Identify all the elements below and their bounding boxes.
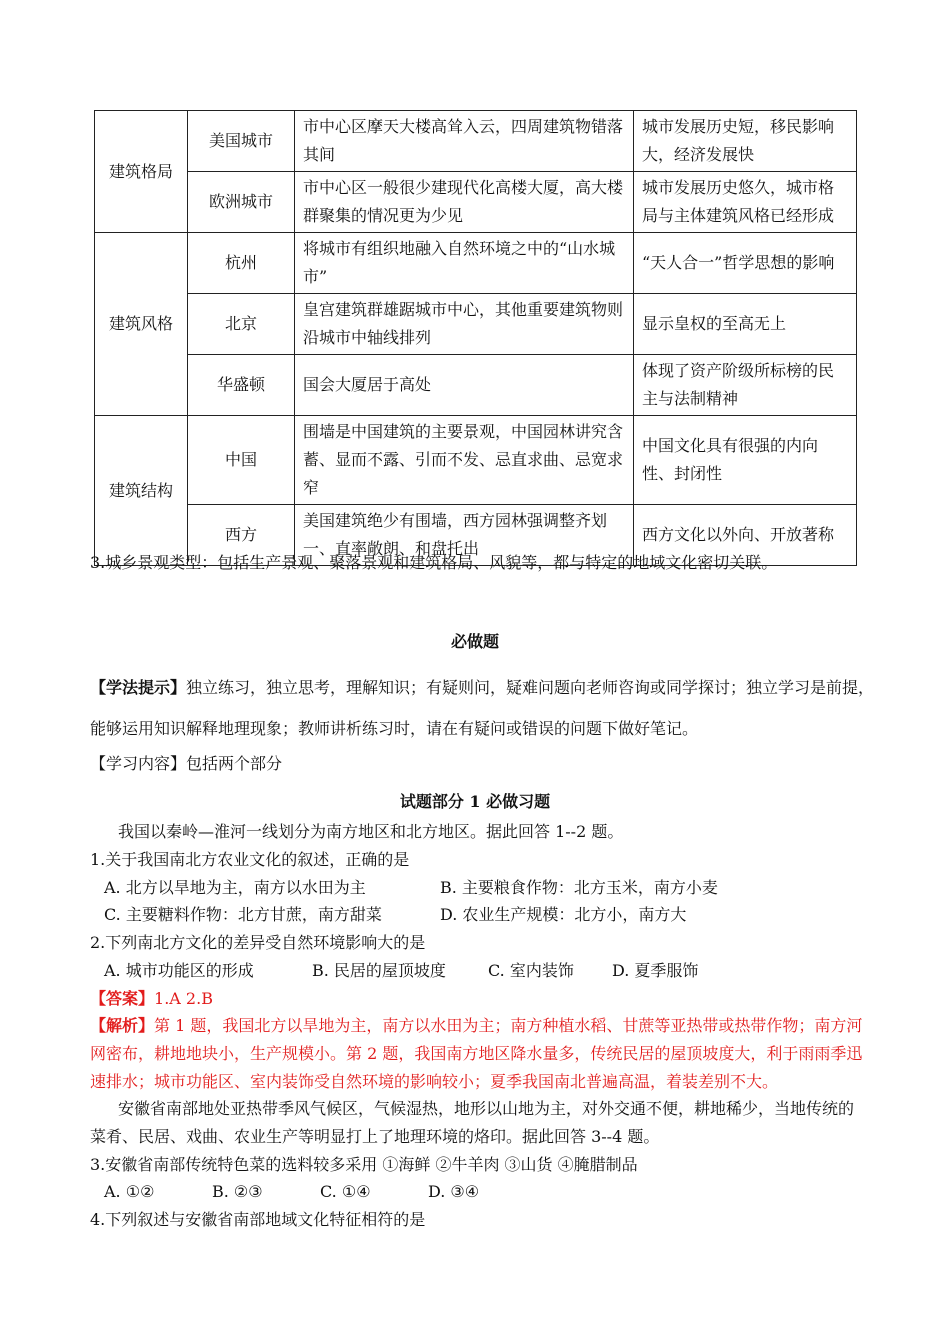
desc-cell: 皇宫建筑群雄踞城市中心，其他重要建筑物则沿城市中轴线排列	[295, 294, 634, 355]
note-3: 3.城乡景观类型：包括生产景观、聚落景观和建筑格局、风貌等，都与特定的地域文化密切关联。	[90, 553, 778, 572]
q3-option-b: B. ②③	[212, 1182, 263, 1201]
category-cell: 建筑格局	[95, 111, 188, 233]
study-tip-line-2: 能够运用知识解释地理现象；教师讲析练习时，请在有疑问或错误的问题下做好笔记。	[90, 719, 699, 738]
q2-option-b: B. 民居的屋顶坡度	[312, 961, 446, 980]
answer-text: 1.A 2.B	[154, 989, 213, 1008]
desc-cell: 将城市有组织地融入自然环境之中的“山水城市”	[295, 233, 634, 294]
analysis-block	[90, 1012, 870, 1096]
reason-cell: 显示皇权的至高无上	[634, 294, 857, 355]
intro-2-line-2: 菜肴、民居、戏曲、农业生产等明显打上了地理环境的烙印。据此回答 3--4 题。	[90, 1127, 660, 1146]
q3-option-c: C. ①④	[320, 1182, 371, 1201]
part-title: 试题部分 1 必做习题	[399, 792, 551, 811]
content-label: 【学习内容】	[90, 754, 187, 773]
q3-options-row	[104, 1180, 479, 1204]
answer-label: 【答案】	[90, 989, 155, 1008]
q3-option-d: D. ③④	[428, 1182, 480, 1201]
item-cell: 中国	[188, 416, 295, 505]
intro-2-line-1: 安徽省南部地处亚热带季风气候区，气候湿热，地形以山地为主，对外交通不便，耕地稀少，当地传统的	[118, 1099, 855, 1118]
reason-cell: 中国文化具有很强的内向性、封闭性	[634, 416, 857, 505]
table-row	[95, 294, 857, 355]
analysis-label: 【解析】	[90, 1016, 155, 1035]
study-tip-label: 【学法提示】	[90, 678, 187, 697]
desc-cell: 美国建筑绝少有围墙，西方园林强调整齐划一、直率敞朗、和盘托出	[295, 505, 634, 566]
q1-options-row-1	[104, 876, 718, 900]
table-row	[95, 111, 857, 172]
question-1: 1.关于我国南北方农业文化的叙述，正确的是	[90, 850, 410, 869]
comparison-table	[94, 110, 857, 566]
reason-cell: 城市发展历史短，移民影响大，经济发展快	[634, 111, 857, 172]
reason-cell: 城市发展历史悠久，城市格局与主体建筑风格已经形成	[634, 172, 857, 233]
category-cell: 建筑结构	[95, 416, 188, 566]
table-row	[95, 233, 857, 294]
section-title: 必做题	[450, 632, 499, 651]
item-cell: 北京	[188, 294, 295, 355]
q1-option-a: A. 北方以旱地为主，南方以水田为主	[104, 878, 366, 897]
desc-cell: 围墙是中国建筑的主要景观，中国园林讲究含蓄、显而不露、引而不发、忌直求曲、忌宽求窄	[295, 416, 634, 505]
q2-option-d: D. 夏季服饰	[612, 961, 699, 980]
reason-cell: 体现了资产阶级所标榜的民主与法制精神	[634, 355, 857, 416]
item-cell: 杭州	[188, 233, 295, 294]
answer-line	[90, 987, 213, 1011]
study-content-line	[90, 752, 282, 776]
desc-cell: 市中心区一般很少建现代化高楼大厦，高大楼群聚集的情况更为少见	[295, 172, 634, 233]
desc-cell: 国会大厦居于高处	[295, 355, 634, 416]
study-tip-line-1	[90, 676, 874, 700]
item-cell: 美国城市	[188, 111, 295, 172]
reason-cell: 西方文化以外向、开放著称	[634, 505, 857, 566]
reason-cell: “天人合一”哲学思想的影响	[634, 233, 857, 294]
q1-option-c: C. 主要糖料作物：北方甘蔗，南方甜菜	[104, 905, 382, 924]
table-row	[95, 416, 857, 505]
intro-1: 我国以秦岭—淮河一线划分为南方地区和北方地区。据此回答 1--2 题。	[118, 822, 624, 841]
table-row	[95, 172, 857, 233]
q1-option-d: D. 农业生产规模：北方小，南方大	[440, 905, 687, 924]
desc-cell: 市中心区摩天大楼高耸入云，四周建筑物错落其间	[295, 111, 634, 172]
question-3: 3.安徽省南部传统特色菜的选料较多采用 ①海鲜 ②牛羊肉 ③山货 ④腌腊制品	[90, 1155, 638, 1174]
table-row	[95, 355, 857, 416]
item-cell: 华盛顿	[188, 355, 295, 416]
question-4: 4.下列叙述与安徽省南部地域文化特征相符的是	[90, 1210, 426, 1229]
item-cell: 西方	[188, 505, 295, 566]
item-cell: 欧洲城市	[188, 172, 295, 233]
q1-option-b: B. 主要粮食作物：北方玉米，南方小麦	[440, 878, 718, 897]
q2-option-a: A. 城市功能区的形成	[104, 961, 254, 980]
q1-options-row-2	[104, 903, 686, 927]
content-text: 包括两个部分	[186, 754, 283, 773]
question-2: 2.下列南北方文化的差异受自然环境影响大的是	[90, 933, 426, 952]
study-tip-text-1: 独立练习，独立思考，理解知识；有疑则问，疑难问题向老师咨询或同学探讨；独立学习是前提，	[186, 678, 875, 697]
q2-option-c: C. 室内装饰	[488, 961, 574, 980]
analysis-text: 第 1 题，我国北方以旱地为主，南方以水田为主；南方种植水稻、甘蔗等亚热带或热带作物；南方河网密布，耕地地块小，生产规模小。第 2 题，我国南方地区降水量多，传统民居的屋顶坡度大，利于雨雨季迅速排水；城市功能区、室内装饰受自然环境的影响较小；夏季我国南北普遍高温，着装差别不大。	[90, 1016, 863, 1091]
category-cell: 建筑风格	[95, 233, 188, 416]
q2-options-row	[104, 959, 698, 983]
q3-option-a: A. ①②	[104, 1182, 155, 1201]
